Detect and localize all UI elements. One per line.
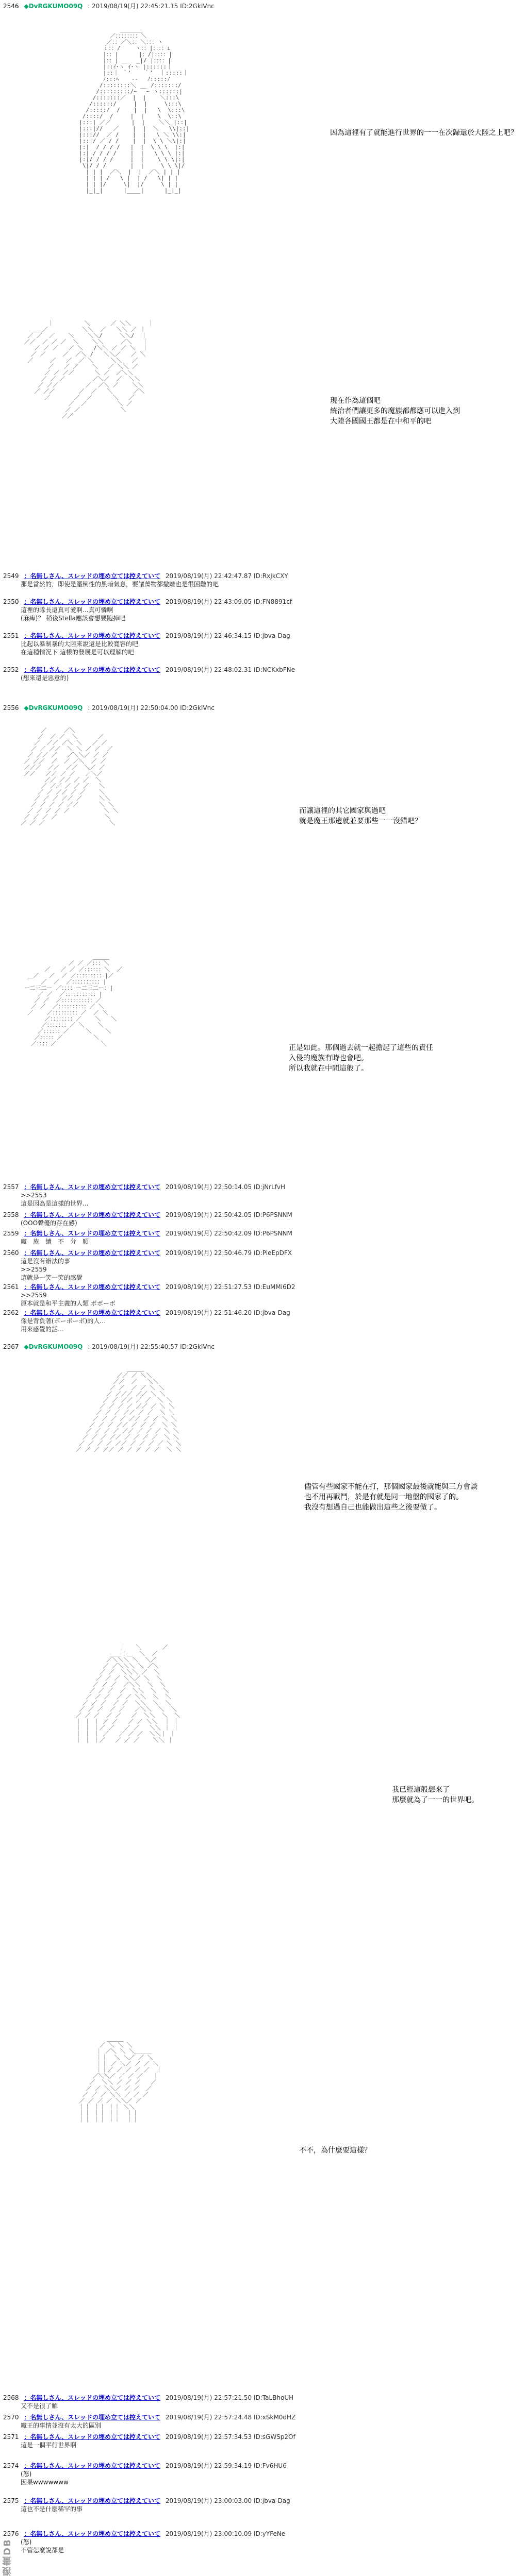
ascii-art-figure: ｜ ＼ ／ ＿＿｜＿ ＼ ／ ／＼＼＼ ＼ ＼／ ／ ／＼＼＼ ＼ ／＼ ／ ／ ＼＼＼ ／ ＼ ／ ／ ／ ＼＼／ ＼ ＼ ／ ／ ／ ／＼＼ ＼ ＼ ／ ／ ／ ／ ＼＼ ＼ ＼ ／ ／ ／ ／ ／ ＼＼ ＼ ＼ ／ ／ ／ ／ ／ ＼＼ ＼ ＼ ／ ／ ／ ／ ／ ／＼＼ ＼ ＼ ／ ／ ／ ／ ／ ／ ＼＼ ＼ ＼ ｜ ｜ ｜ ／ ／ ／ ／ ＼＼ ｜ ｜ ｜ ｜ ｜／ ／ ／ ／ ＼＼ ｜ ｜ ｜ ｜ ｜ ／ ／ ／ ／ ＼＼｜ ｜ ｜ ｜ ｜／ ／ ／ ／ ＼＼ ｜ — [75, 1644, 180, 1743]
post-header-2576 — [3, 2530, 285, 2538]
poster-name-link[interactable]: ：名無しさん、スレッドの埋め立ては控えていて — [24, 598, 160, 605]
poster-name-link[interactable]: ：名無しさん、スレッドの埋め立ては控えていて — [24, 2530, 160, 2537]
poster-name-link[interactable]: ：名無しさん、スレッドの埋め立ては控えていて — [24, 2394, 160, 2401]
post-meta: 2019/08/19(月) 22:50:46.79 ID:PieEpDFX — [165, 1249, 292, 1257]
post-header-2571 — [3, 2433, 295, 2441]
dialogue-line: 而讓這裡的其它國家與過吧 就是魔王那邊就並要那些一一沒錯吧？ — [299, 807, 422, 825]
post-body: 像是背負著(ボーボーボ)的人… 用來感覺的話… — [21, 1317, 106, 1333]
post-header-2568 — [3, 2394, 293, 2402]
post-meta: 2019/08/19(月) 22:57:24.48 ID:xSkM0dHZ — [165, 2414, 296, 2421]
post-header-2574 — [3, 2462, 287, 2470]
poster-name[interactable]: ◆DvRGKUMO09Q — [24, 704, 83, 711]
post-header-2546 — [3, 2, 215, 10]
post-meta: : 2019/08/19(月) 22:50:04.00 ID:2GkIVnc — [88, 704, 215, 711]
post-body: 這裡的隊長還真可愛啊...真可憐啊 (麻痺)？ 稍後Stella應該會想要跑掉吧 — [21, 606, 125, 622]
post-number: 2570 — [3, 2414, 19, 2421]
post-number: 2557 — [3, 1183, 19, 1191]
post-number: 2561 — [3, 1283, 19, 1291]
post-body: 魔 族 續 不 分 順 — [21, 1238, 89, 1245]
poster-name-link[interactable]: ：名無しさん、スレッドの埋め立ては控えていて — [24, 632, 160, 639]
post-meta: 2019/08/19(月) 22:50:42.05 ID:P6PSNNM — [165, 1211, 292, 1218]
post-meta: : 2019/08/19(月) 22:55:40.57 ID:2GkIVnc — [88, 1343, 215, 1350]
poster-name-link[interactable]: ：名無しさん、スレッドの埋め立ては控えていて — [24, 1249, 160, 1257]
poster-name-link[interactable]: ：名無しさん、スレッドの埋め立ては控えていて — [24, 2433, 160, 2441]
ascii-art-figure: ＿＿＿ ／ ／ ／：：：＼ ／ ／ ／ ／：：：：：：＼ ／ ＿／ ／ ／ ／：：：：：：：：：|／ ／ ／ ／：：：：：：：：：：| ー二三二ー ／：：：：ー二三二ー：| ／ ／ ／：：：：：：：：：：：| ／ ／ ／：：：：：：：：：：：／ ／ ／ ／：：：：：：：：：：／ ＼ ／ ／：：：：：：：：：／ ／ ＼ ／：：：：：：：：／ ＼ ＼ ／：：：：：：：／ ＼ ＼ ／：：：：：：／ ＼ ＼ ／：：：：：／ ＼ ／：：：：／ ＼ — [24, 954, 123, 1047]
site-watermark: 漫畫DB — [2, 2538, 13, 2576]
dialogue-line: 現在作為這個吧 統治者們讓更多的魔族都都應可以進入到 大陸各國國王都是在中和平的吧 — [330, 397, 460, 426]
ascii-art-figure: ＿＿＿＿ ／：：：：：：：：＼ ／：：／＼：：＼：：：ヽ ｉ：：/ ヽ：：|：：：：i |：：| |：/|：：：：| |：：| ＿ _|/ |：：：：| |::ｲ･ヽ ｲ･ヽ |::::::｜ |::｜ ｀' ｀' ｜:::::｜ ﾉ:::ﾍ ‐‐ ﾉ:::::ﾉ /::::::::＼ /:::::::/ /:::::::::/~ ￣~ ヽ::::::| /:::::::／ | | ＼:::\ /::::::/ | | \:::\ /:::::/ / | | \ \:::\ /::::/ / | | \ \::\ |:::| ／／ | | ＼＼ |::| |:::|// ／ | | ＼ \\|::| |:::// ／ / | | \ ＼ \\:| |::|/ ／ / / | | \ \ ＼\|:| |:| / / / / | | \ \ \ |:| |:| / / / / | | \ \ \ |:| |:|/ / / / | | \ \ \|:| \|/ / / | | \ \ \|/ | | | ／＼ | | ／＼ | | | | | | / \ | | / \| | | | | |/ \| |/ \ | | |_|_| |____| |_|_| — [79, 26, 190, 194]
post-number: 2546 — [3, 3, 19, 10]
post-body: 這是一個平行世界啊 — [21, 2442, 77, 2449]
poster-name-link[interactable]: ：名無しさん、スレッドの埋め立ては控えていて — [24, 666, 160, 673]
post-meta: 2019/08/19(月) 22:57:34.53 ID:sGWSp2Of — [165, 2433, 295, 2441]
post-header-2561 — [3, 1283, 295, 1291]
post-body: 魔王的事情並沒有太大的區別 — [21, 2422, 102, 2429]
post-number: 2551 — [3, 632, 19, 639]
post-body: (想來還是惡意的) — [21, 674, 69, 682]
ascii-art-figure: ＿＿＿ ／ ＼ ＼ ＼ ｜ ／＼ ＼ ＼＿＿＿ ｜｜ ＼ ＼／ ／ ＼ ｜｜ ／ ＼／ ／ ／ ＼ ｜｜／ ／ ／ ／ ／ ｜ ／＼＼／ ／ ／ ／ ｜ ／ ＼＼ ／ ／ ／ ／ ／ ／ ＼＼／ ／ ／ ／ ／ ／ ／ ＼＼ ／ ／ ／ ／ ／ ／ ／ ＼＼／ ／ ｜｜ ｜｜ ｜｜ ＼＼ ｜｜ ｜｜ ｜｜ ｜｜ ｜｜ ｜｜ ｜｜ ｜｜ — [79, 2036, 162, 2123]
post-body: 比起以暴制暴的大陸來說還是比較寬容的吧 在這種情況下 這樣的發展是可以理解的吧 — [21, 640, 139, 656]
dialogue-line: 儘管有些國家不能在打，那個國家最後就能與三方會談 也不用再戰鬥，於是有就是同一地盤的國家了的。 我沒有想過自己也能做出這些之後要做了。 — [304, 1483, 478, 1512]
post-number: 2549 — [3, 572, 19, 580]
post-body: 又不是很了解 — [21, 2402, 58, 2410]
dialogue-line: 正是如此。那個過去就一起擔起了這些的責任 入侵的魔族有時也會吧。 所以我就在中間這般了。 — [289, 1044, 433, 1073]
post-body: (怒) 不管怎麼說都是 — [21, 2538, 64, 2554]
post-number: 2560 — [3, 1249, 19, 1257]
post-body: (怒) 因果wwwwwww — [21, 2470, 69, 2486]
post-number: 2559 — [3, 1230, 19, 1237]
post-meta: 2019/08/19(月) 23:00:10.09 ID:yYFeNe — [165, 2530, 286, 2537]
post-meta: 2019/08/19(月) 22:57:21.50 ID:TaLBhoUH — [165, 2394, 294, 2401]
post-number: 2567 — [3, 1343, 19, 1350]
ascii-art-figure: ／ ／＼ ／ ／ ／ ＼ ／ ／ ／／ ／＼ ＼ ／ ／ ／ ／ ／／ ＼ ＼ ／ ／ ／ ／ ／／ ／ ／＼＼／ ／ ／ ／ ／／ ／ ／ ／＼ ／ ／ ／／／ ／／ ／／ ＼／ ／ ／／ ／／ ／ ／ ／＼／ ／／ ／／ ／ ／ ＼ ／ ／／ ／ ／ ／ ＼ ／ ／ ／／ ／ ／ ＼ ／ ／ ／ ／／ ／ ＼＼ ／ ／ ／ ／ ／／ ＼ ＼ ／ ／ ／ ／ ／ ＼ ＼ ／ ／ ／ ／ ＼ ／ ／ ／ ＼ — [21, 727, 119, 826]
poster-name[interactable]: ◆DvRGKUMO09Q — [24, 3, 83, 10]
post-number: 2568 — [3, 2394, 19, 2401]
ascii-art-figure: ｜ ＼ ／ ＼＼ ｜ ＿＿／ ＼＼ ／ ＼＼ ／ ｜ ／ ／ ／ ＼ ＼＼/ ＼＼/ ｜ ／／ ／ ／ ／ ＼ ＼＼ ／＼ ｜ ／ ／ ／ ／ ＼ /＼＼ ／ ／ ＼ ｜ ／ ／ ／ ／＼ / ＼＼／ ／ ＼ ／ ／ ／ ／ ＼ ＼＼ ／ ／ ／ ／ ＼ ／ ＼＼ ／ ／ ／ ／／ ＼ ／ ／＼＼ ／ ／ ／ ／＼／ ／ ＼＼ ／ ／／ ／ ／＼ ／ ＼＼ ／ ／／ ／ ／ ＼ ／＼ ／ ／ ／ ＼ ／ ／ ／ ＼ ／ ／ ／ ＼ ／／ — [24, 320, 154, 419]
poster-name-link[interactable]: ：名無しさん、スレッドの埋め立ては控えていて — [24, 1211, 160, 1218]
post-header-2570 — [3, 2413, 295, 2421]
post-meta: 2019/08/19(月) 22:50:14.05 ID:jNrLfvH — [165, 1183, 286, 1191]
post-number: 2574 — [3, 2462, 19, 2469]
poster-name-link[interactable]: ：名無しさん、スレッドの埋め立ては控えていて — [24, 1183, 160, 1191]
post-header-2560 — [3, 1249, 292, 1257]
post-header-2552 — [3, 666, 295, 674]
post-body: 這是沒有辦法的事 >>2559 這就是一笑一笑的感覺 — [21, 1258, 83, 1281]
poster-name[interactable]: ◆DvRGKUMO09Q — [24, 1343, 83, 1350]
post-meta: 2019/08/19(月) 22:51:27.53 ID:EuMMi6D2 — [165, 1283, 295, 1291]
post-meta: 2019/08/19(月) 22:46:34.15 ID:jbva-Dag — [165, 632, 290, 639]
poster-name-link[interactable]: ：名無しさん、スレッドの埋め立ては控えていて — [24, 2497, 160, 2504]
dialogue-line: 不不，為什麼要這樣？ — [299, 2146, 371, 2155]
post-header-2551 — [3, 632, 290, 640]
post-body: >>2553 這是因為是這樣的世界... — [21, 1192, 89, 1207]
post-header-2557 — [3, 1183, 285, 1191]
post-number: 2571 — [3, 2433, 19, 2441]
post-body: 這也不是什麼稀罕的事 — [21, 2505, 83, 2513]
post-meta: 2019/08/19(月) 22:51:46.20 ID:jbva-Dag — [165, 1309, 290, 1316]
post-body: >>2559 原本就是和平主義的人類 ボボーボ — [21, 1292, 116, 1307]
post-header-2559 — [3, 1229, 292, 1238]
post-header-2567 — [3, 1343, 215, 1351]
post-header-2556 — [3, 704, 215, 712]
post-header-2575 — [3, 2497, 290, 2505]
poster-name-link[interactable]: ：名無しさん、スレッドの埋め立ては控えていて — [24, 2414, 160, 2421]
post-body: 那是當然的，即使是壓倒性的黑暗氣息，要讓萬物都撤離也是很困難的吧 — [21, 581, 219, 588]
post-number: 2562 — [3, 1309, 19, 1316]
dialogue-line: 我已經這般想來了 那麼就為了一一的世界吧。 — [392, 1786, 479, 1804]
poster-name-link[interactable]: ：名無しさん、スレッドの埋め立ては控えていて — [24, 2462, 160, 2469]
post-number: 2556 — [3, 704, 19, 711]
post-meta: 2019/08/19(月) 22:59:34.19 ID:Fv6HU6 — [165, 2462, 287, 2469]
post-meta: : 2019/08/19(月) 22:45:21.15 ID:2GkIVnc — [88, 3, 215, 10]
post-number: 2558 — [3, 1211, 19, 1218]
post-number: 2550 — [3, 598, 19, 605]
post-header-2562 — [3, 1309, 290, 1317]
post-meta: 2019/08/19(月) 22:42:47.87 ID:RxJkCXY — [165, 572, 288, 580]
post-meta: 2019/08/19(月) 23:00:03.00 ID:jbva-Dag — [165, 2497, 290, 2504]
ascii-art-figure: ＿＿＿ ／／ ／ ＼＼ ／／ ／ ＼＼ ／ ／ ／ ／ ＼ ＼ ／ ／／／ ／／ ＼ ＼ ／ ／ ／／ ／ ／ ＼ ＼ ／ ／ ／ ／ ／／ ／ ＼ ＼ ／ ／ ／ ／／ ／ ／ ＼ ＼ ／ ／ ／ ／ ／／ ／ ／ ＼ ＼ ／ ／ ／ ／／ ／ ／ ／ ＼ ＼ ／ ／ ／ ／ ／／ ／ ／ ／ ＼ ＼ ／ ／ ／ ／／ ／ ／ ／ ／ ＼ ＼ ／ ／ ／ ／ ／／ ／ ／ ／ ／ ＼ ＼ ／ ／ ／ ／／ ／ ／ ／ ／ ／ ＼ ＼ — [75, 1366, 182, 1453]
post-body: (OOO聲優的存在感) — [21, 1219, 77, 1227]
post-header-2549 — [3, 572, 288, 580]
poster-name-link[interactable]: ：名無しさん、スレッドの埋め立ては控えていて — [24, 1230, 160, 1237]
post-number: 2575 — [3, 2497, 19, 2504]
poster-name-link[interactable]: ：名無しさん、スレッドの埋め立ては控えていて — [24, 1283, 160, 1291]
poster-name-link[interactable]: ：名無しさん、スレッドの埋め立ては控えていて — [24, 1309, 160, 1316]
post-meta: 2019/08/19(月) 22:48:02.31 ID:NCKxbFNe — [165, 666, 295, 673]
post-number: 2552 — [3, 666, 19, 673]
post-meta: 2019/08/19(月) 22:43:09.05 ID:FN8891cf — [165, 598, 292, 605]
post-header-2550 — [3, 598, 292, 606]
poster-name-link[interactable]: ：名無しさん、スレッドの埋め立ては控えていて — [24, 572, 160, 580]
dialogue-line: 因為這裡有了就能進行世界的一一在次歸還於大陸之上吧？ — [330, 129, 518, 137]
post-header-2558 — [3, 1211, 292, 1219]
post-number: 2576 — [3, 2530, 19, 2537]
post-meta: 2019/08/19(月) 22:50:42.09 ID:P6PSNNM — [165, 1230, 292, 1237]
